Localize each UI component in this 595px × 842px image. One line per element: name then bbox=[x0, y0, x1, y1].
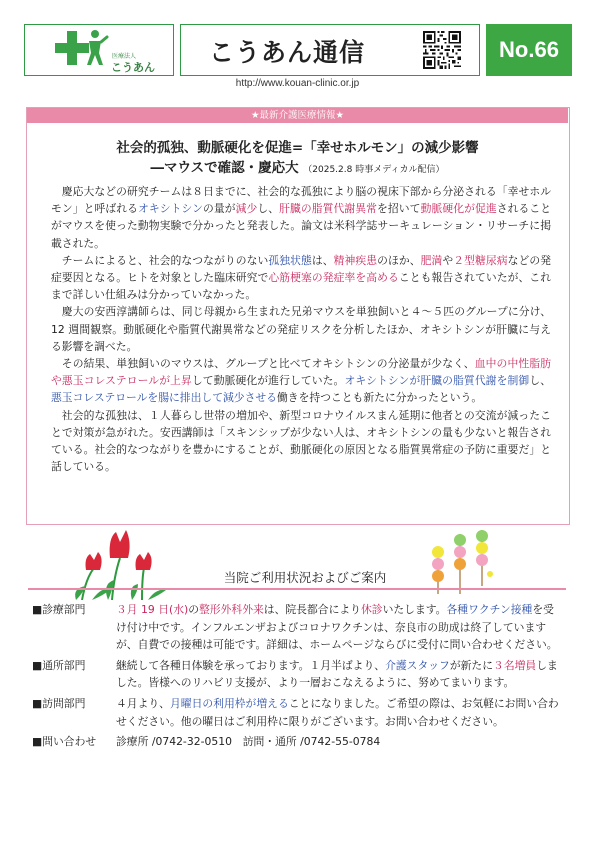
article-box bbox=[26, 107, 570, 525]
text-run: されることがマウスを使った動物実験で分かったと発表した。論文は米科学誌サーキュレーション・リサーチに掲載された。 bbox=[51, 202, 552, 250]
highlighted-text: 肥満 bbox=[420, 253, 443, 267]
person-figure-icon bbox=[81, 29, 109, 67]
text-run: その結果、単独飼いのマウスは、グループと比べてオキシトシンの分泌量が少なく、 bbox=[61, 357, 475, 371]
article-source: （2025.2.8 時事メディカル配信） bbox=[303, 165, 445, 175]
notice-row-clinic bbox=[32, 601, 564, 654]
notice-row-daycare bbox=[32, 657, 564, 692]
article-body bbox=[51, 183, 551, 475]
text-run: 慶大の安西淳講師らは、同じ母親から生まれた兄弟マウスを単独飼いと４～５匹のグループに分け、12 週間観察。動脈硬化や脂質代謝異常などの発症リスクを分析したほか、オキシトシンが肝臓に与える影響を調べた。 bbox=[51, 305, 551, 353]
text-run: を招いて bbox=[377, 202, 421, 216]
highlighted-text: 肝臓の脂質代謝異常 bbox=[279, 202, 378, 216]
article-subheadline bbox=[27, 156, 568, 176]
text-run: は、院長都合により bbox=[263, 603, 361, 616]
notice-label: ■通所部門 bbox=[32, 658, 86, 672]
highlighted-text: 悪玉コレステロールを腸に排出して減少させる bbox=[51, 391, 277, 405]
text-run: 社会的な孤独は、１人暮らし世帯の増加や、新型コロナウイルスまん延期に他者との交流が減ったことで対策が急がれた。安西講師は「スキンシップが少ない人は、オキシトシンの量も少ないと報告されている。社会的なつながりを豊かにすることが、動脈硬化の原因となる脂質異常症の予防に重要だ」と話している。 bbox=[51, 408, 551, 474]
text-run: し、 bbox=[257, 202, 280, 216]
text-run: の量が bbox=[202, 202, 236, 216]
text-run: を受け付け中です。インフルエンザおよびコロナワクチンは、奈良市の助成は終了していますが、自費での接種は可能です。詳細は、ホームページならびに受付に問い合わせください。 bbox=[116, 603, 558, 652]
highlighted-text: オキシトシン bbox=[138, 202, 203, 216]
text-run: ことになりました。ご希望の際は、お気軽にお問い合わせください。他の曜日はご利用枠に限りがございます。お問い合わせください。 bbox=[116, 696, 559, 728]
qr-code-icon[interactable] bbox=[423, 31, 461, 69]
highlighted-text: 孤独状態 bbox=[268, 253, 312, 267]
highlighted-text: ２型糖尿病 bbox=[453, 253, 508, 267]
issue-number: No.66 bbox=[486, 24, 572, 76]
text-run: 慶応大などの研究チームは８日までに、社会的な孤独により脳の視床下部から分泌される「幸せホルモン」と呼ばれる bbox=[51, 185, 551, 216]
paragraph bbox=[51, 183, 551, 252]
notice-text bbox=[116, 601, 564, 654]
highlighted-text: 減少 bbox=[235, 202, 258, 216]
article-subheadline-text: ―マウスで確認・慶応大 bbox=[150, 160, 299, 176]
notice-row-visit bbox=[32, 695, 564, 730]
highlighted-text: 血中の中性脂肪や悪玉コレステロールが上昇 bbox=[51, 357, 551, 388]
text-run: 働きを持つことも新たに分かったという。 bbox=[276, 391, 483, 405]
highlighted-text: 休診 bbox=[360, 603, 383, 616]
clinic-logo bbox=[24, 24, 174, 76]
newsletter-header bbox=[24, 24, 572, 76]
section-badge: ★最新介護医療情報★ bbox=[27, 108, 568, 123]
highlighted-text: ３名増員 bbox=[493, 658, 537, 672]
highlighted-text: ３月 19 日(水) bbox=[116, 603, 189, 616]
website-url[interactable]: http://www.kouan-clinic.or.jp bbox=[235, 78, 360, 89]
notice-label: ■問い合わせ bbox=[32, 735, 97, 749]
highlighted-text: 動脈硬化が促進 bbox=[420, 202, 497, 216]
paragraph bbox=[51, 407, 551, 476]
text-run: 継続して各種日体験を承っております。１月半ばより、 bbox=[116, 658, 386, 672]
highlighted-text: 介護スタッフ bbox=[385, 658, 450, 672]
text-run: いたします。 bbox=[382, 603, 447, 616]
notice-text bbox=[116, 657, 564, 692]
notice-title: 当院ご利用状況およびご案内 bbox=[223, 570, 387, 585]
notice-list bbox=[32, 601, 564, 754]
paragraph bbox=[51, 252, 551, 304]
highlighted-text: オキシトシンが肝臓の脂質代謝を制御 bbox=[344, 374, 530, 388]
text-run: ４月より、 bbox=[116, 696, 170, 710]
text-run: が新たに bbox=[449, 658, 494, 672]
text-run: 診療所 /0742-32-0510 訪問・通所 /0742-55-0784 bbox=[116, 735, 381, 749]
logo-name: こうあん bbox=[111, 61, 155, 74]
highlighted-text: 月曜日の利用枠が増える bbox=[169, 696, 289, 710]
newsletter-title: こうあん通信 bbox=[209, 38, 366, 67]
highlighted-text: 精神疾患 bbox=[333, 253, 378, 267]
text-run: のほか、 bbox=[377, 253, 421, 267]
highlighted-text: 整形外科外来 bbox=[199, 603, 264, 616]
notice-label: ■診療部門 bbox=[32, 603, 86, 616]
text-run: チームによると、社会的なつながりのない bbox=[61, 253, 269, 267]
paragraph bbox=[51, 303, 551, 355]
text-run: の bbox=[188, 603, 200, 616]
text-run: は、 bbox=[311, 253, 334, 267]
notice-divider bbox=[28, 588, 566, 590]
text-run: ことも報告されていたが、これまで詳しい仕組みは分かっていなかった。 bbox=[51, 271, 551, 302]
notice-label: ■訪問部門 bbox=[32, 696, 86, 710]
logo-subtitle: 医療法人 bbox=[112, 53, 137, 60]
highlighted-text: 心筋梗塞の発症率を高める bbox=[268, 271, 399, 285]
contact-phone-numbers bbox=[116, 733, 564, 751]
text-run: や bbox=[442, 253, 454, 267]
text-run: しました。皆様へのリハビリ支援が、より一層おこなえるように、努めてまいります。 bbox=[116, 658, 558, 690]
article-headline: 社会的孤独、動脈硬化を促進=「幸せホルモン」の減少影響 bbox=[116, 140, 479, 156]
paragraph bbox=[51, 355, 551, 407]
highlighted-text: 各種ワクチン接種 bbox=[446, 603, 533, 616]
dango-illustration bbox=[420, 526, 498, 596]
notice-text bbox=[116, 695, 564, 730]
text-run: などの発症要因となる。ヒトを対象とした臨床研究で bbox=[51, 253, 552, 285]
text-run: して動脈硬化が進行していた。 bbox=[191, 374, 345, 388]
title-panel bbox=[180, 24, 480, 76]
notice-row-contact bbox=[32, 733, 564, 751]
text-run: し、 bbox=[529, 374, 552, 388]
